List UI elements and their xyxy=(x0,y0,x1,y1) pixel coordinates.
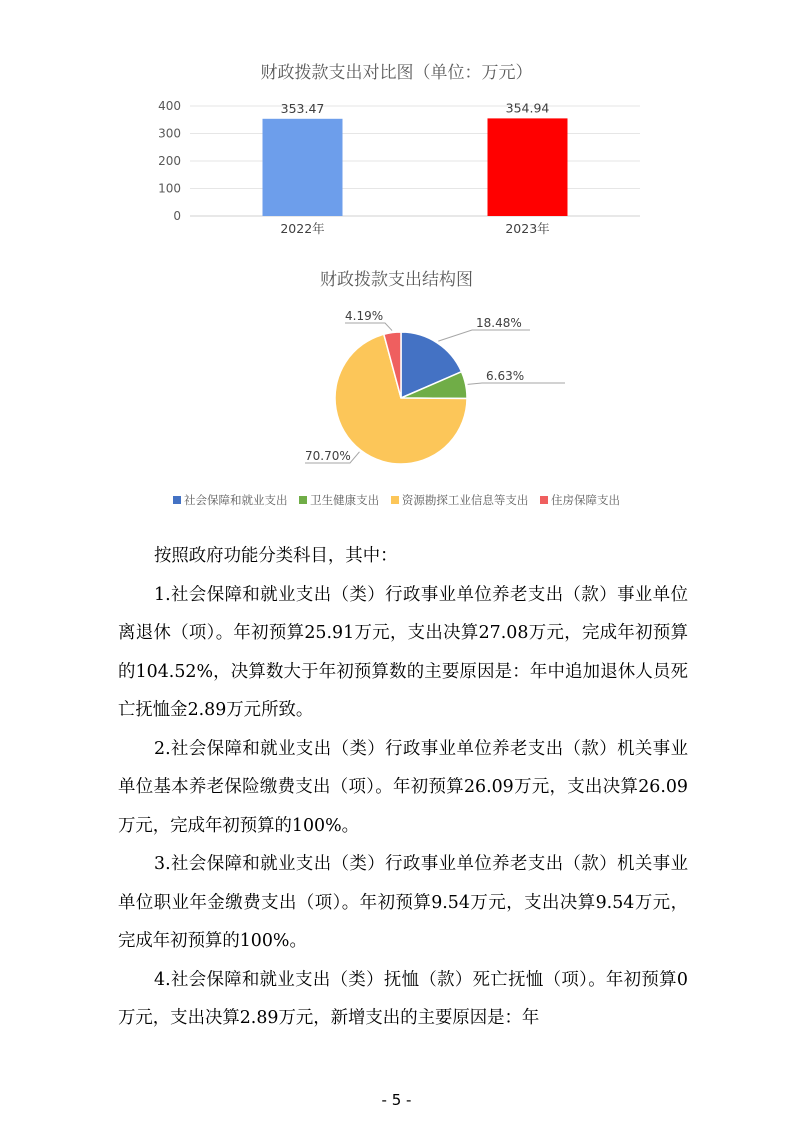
bar-y-tick-label: 300 xyxy=(158,126,181,141)
legend-item-housing xyxy=(540,492,620,508)
legend-label: 资源勘探工业信息等支出 xyxy=(401,493,529,507)
item-paragraph-1: 1.社会保障和就业支出（类）行政事业单位养老支出（款）事业单位离退休（项）。年初预算25.91万元，支出决算27.08万元，完成年初预算的104.52%，决算数大于年初预算数的主要原因是：年中追加退休人员死亡抚恤金2.89万元所致。 xyxy=(118,584,688,720)
legend-label: 卫生健康支出 xyxy=(310,493,380,507)
pie-chart-title: 财政拨款支出结构图 xyxy=(320,270,473,290)
item-paragraph-2: 2.社会保障和就业支出（类）行政事业单位养老支出（款）机关事业单位基本养老保险缴费支出（项）。年初预算26.09万元，支出决算26.09万元，完成年初预算的100%。 xyxy=(118,738,688,836)
bar-value-label: 354.94 xyxy=(505,100,550,116)
pie-leader-line xyxy=(468,383,565,384)
bar-value-label: 353.47 xyxy=(280,100,325,116)
pie-value-label: 70.70% xyxy=(305,449,351,463)
legend-swatch xyxy=(391,496,399,504)
bar-y-tick-label: 200 xyxy=(158,154,181,168)
legend-item-resources xyxy=(391,492,529,508)
pie-leader-line xyxy=(345,323,392,331)
bar-chart-title: 财政拨款支出对比图（单位：万元） xyxy=(260,63,533,83)
legend-label: 社会保障和就业支出 xyxy=(184,493,288,507)
pie-chart xyxy=(0,0,793,490)
pie-legend xyxy=(0,492,793,508)
pie-value-label: 18.48% xyxy=(476,316,522,330)
pie-value-label: 4.19% xyxy=(345,309,384,323)
pie-leader-line xyxy=(438,330,530,341)
item-paragraph-3: 3.社会保障和就业支出（类）行政事业单位养老支出（款）机关事业单位职业年金缴费支出（项）。年初预算9.54万元，支出决算9.54万元，完成年初预算的100%。 xyxy=(118,854,688,951)
bar-y-tick-label: 400 xyxy=(158,99,181,113)
bar-y-tick-label: 100 xyxy=(158,181,181,196)
page-number: - 5 - xyxy=(381,1091,412,1109)
intro-paragraph: 按照政府功能分类科目，其中： xyxy=(154,546,398,566)
item-paragraph-4: 4.社会保障和就业支出（类）抚恤（款）死亡抚恤（项）。年初预算0万元，支出决算2.89万元，新增支出的主要原因是：年 xyxy=(118,969,688,1028)
legend-swatch xyxy=(173,496,181,504)
legend-item-health xyxy=(299,492,379,508)
bar-y-tick-label: 0 xyxy=(173,209,181,223)
legend-item-social-security xyxy=(173,492,288,508)
body-text xyxy=(118,537,688,1038)
pie-value-label: 6.63% xyxy=(486,369,525,383)
legend-label: 住房保障支出 xyxy=(550,493,620,507)
legend-swatch xyxy=(299,496,307,504)
legend-swatch xyxy=(540,496,548,504)
bar-x-tick-label: 2022年 xyxy=(280,221,325,236)
bar-x-tick-label: 2023年 xyxy=(505,221,550,236)
